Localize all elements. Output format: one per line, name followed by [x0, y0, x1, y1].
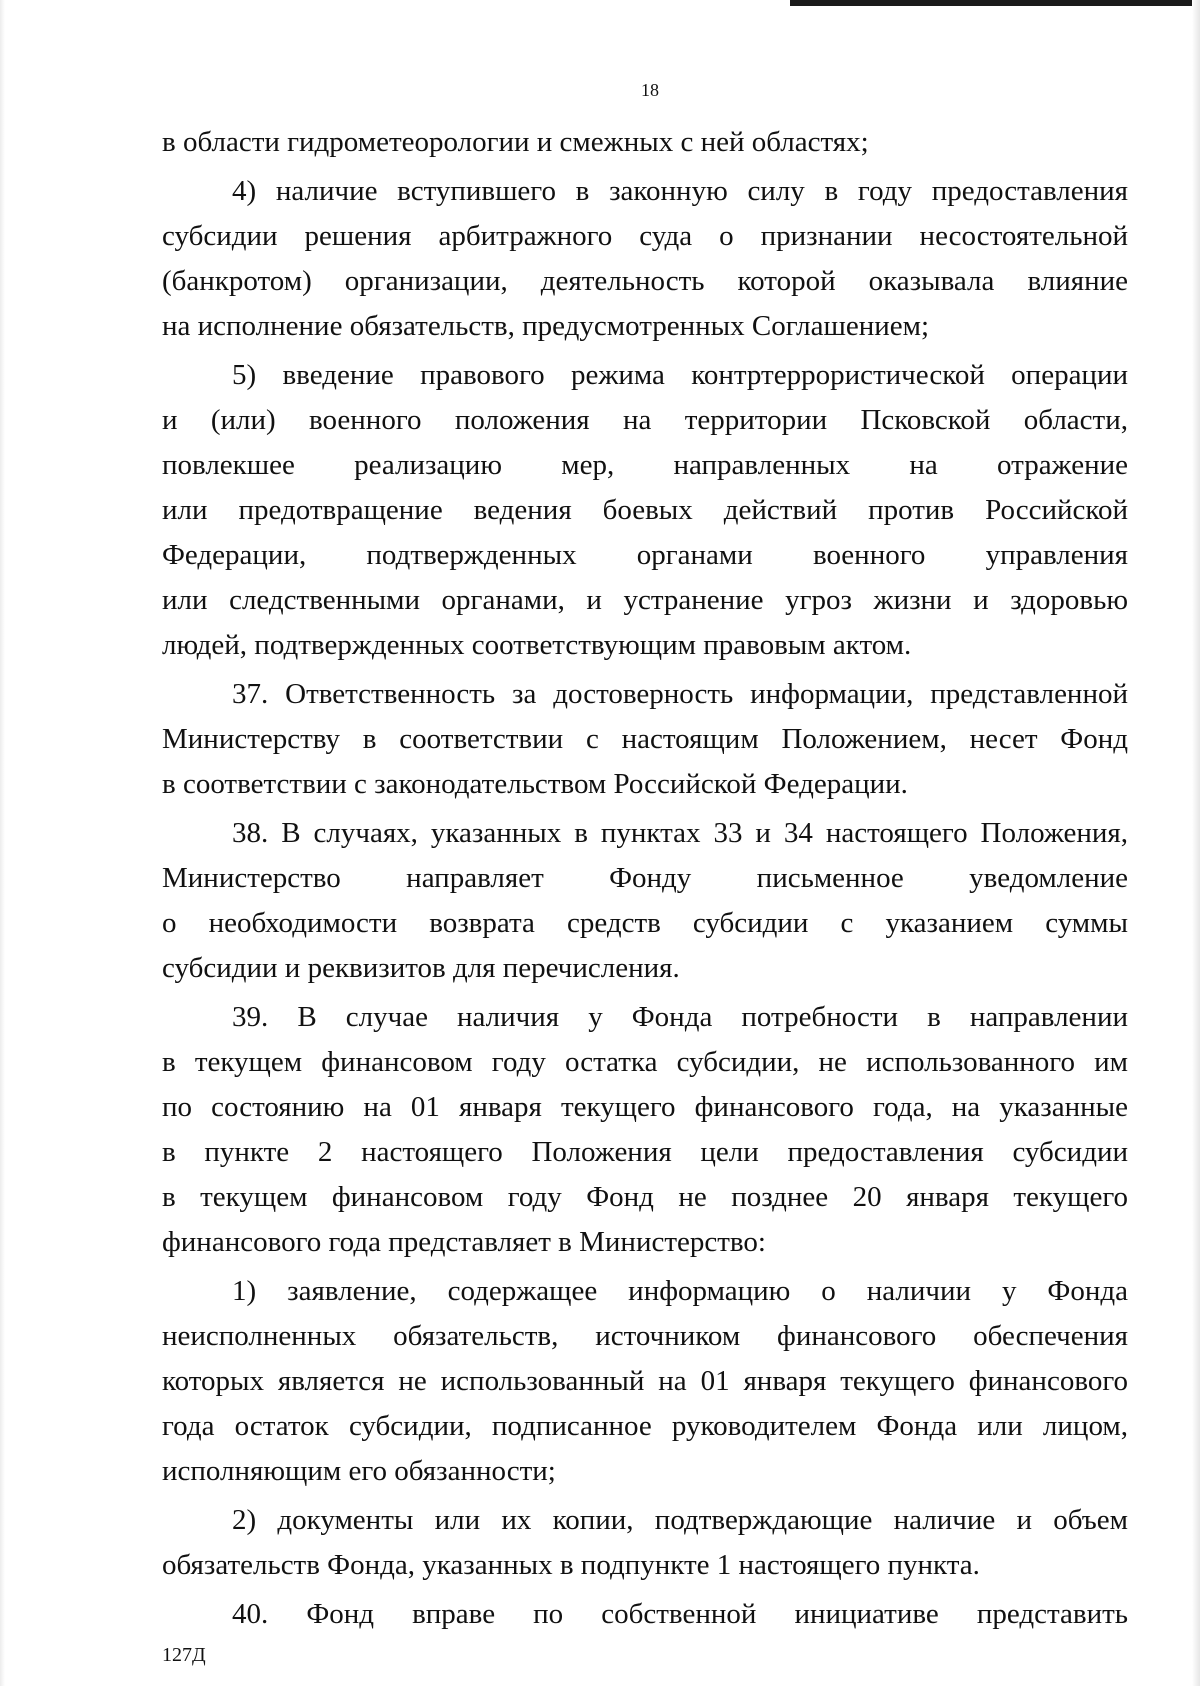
text-line: 39. В случае наличия у Фонда потребности в направлении	[232, 1001, 1128, 1033]
text-line: субсидии решения арбитражного суда о признании несостоятельной	[162, 220, 1128, 252]
document-body	[162, 120, 1128, 1637]
text-line: 4) наличие вступившего в законную силу в году предоставления	[232, 175, 1128, 207]
text-line: обязательств Фонда, указанных в подпункте 1 настоящего пункта.	[162, 1549, 980, 1581]
text-line: года остаток субсидии, подписанное руководителем Фонда или лицом,	[162, 1410, 1128, 1442]
text-line: людей, подтвержденных соответствующим правовым актом.	[162, 629, 912, 661]
text-line: повлекшее реализацию мер, направленных на отражение	[162, 449, 1128, 481]
text-line: по состоянию на 01 января текущего финансового года, на указанные	[162, 1091, 1128, 1123]
text-line: или предотвращение ведения боевых действий против Российской	[162, 494, 1128, 526]
text-line: которых является не использованный на 01 января текущего финансового	[162, 1365, 1128, 1397]
text-line: на исполнение обязательств, предусмотренных Соглашением;	[162, 310, 930, 342]
text-line: (банкротом) организации, деятельность которой оказывала влияние	[162, 265, 1128, 297]
text-line: 1) заявление, содержащее информацию о наличии у Фонда	[232, 1275, 1128, 1307]
text-line: в текущем финансовом году остатка субсидии, не использованного им	[162, 1046, 1128, 1078]
text-line: о необходимости возврата средств субсидии с указанием суммы	[162, 907, 1128, 939]
text-line: неисполненных обязательств, источником финансового обеспечения	[162, 1320, 1128, 1352]
text-line: 37. Ответственность за достоверность информации, представленной	[232, 678, 1128, 710]
text-line: или следственными органами, и устранение угроз жизни и здоровью	[162, 584, 1128, 616]
text-line: в области гидрометеорологии и смежных с ней областях;	[162, 126, 869, 158]
page-number: 18	[641, 80, 659, 100]
text-line: 40. Фонд вправе по собственной инициативе представить	[232, 1598, 1128, 1630]
text-line: исполняющим его обязанности;	[162, 1455, 556, 1487]
scan-left-edge	[0, 0, 5, 1686]
text-line: в текущем финансовом году Фонд не позднее 20 января текущего	[162, 1181, 1128, 1213]
text-line: финансового года представляет в Министерство:	[162, 1226, 766, 1258]
text-line: в соответствии с законодательством Российской Федерации.	[162, 768, 908, 800]
text-line: Федерации, подтвержденных органами военного управления	[162, 539, 1128, 571]
text-line: Министерству в соответствии с настоящим Положением, несет Фонд	[162, 723, 1128, 755]
text-line: 2) документы или их копии, подтверждающие наличие и объем	[232, 1504, 1128, 1536]
text-line: в пункте 2 настоящего Положения цели предоставления субсидии	[162, 1136, 1128, 1168]
scan-right-edge	[1192, 0, 1200, 1686]
text-line: субсидии и реквизитов для перечисления.	[162, 952, 680, 984]
footer-document-code: 127Д	[162, 1644, 206, 1666]
text-line: 5) введение правового режима контртеррористической операции	[232, 359, 1128, 391]
text-line: 38. В случаях, указанных в пунктах 33 и 34 настоящего Положения,	[232, 817, 1128, 849]
scan-top-bar	[790, 0, 1200, 6]
text-line: Министерство направляет Фонду письменное уведомление	[162, 862, 1128, 894]
text-line: и (или) военного положения на территории Псковской области,	[162, 404, 1128, 436]
